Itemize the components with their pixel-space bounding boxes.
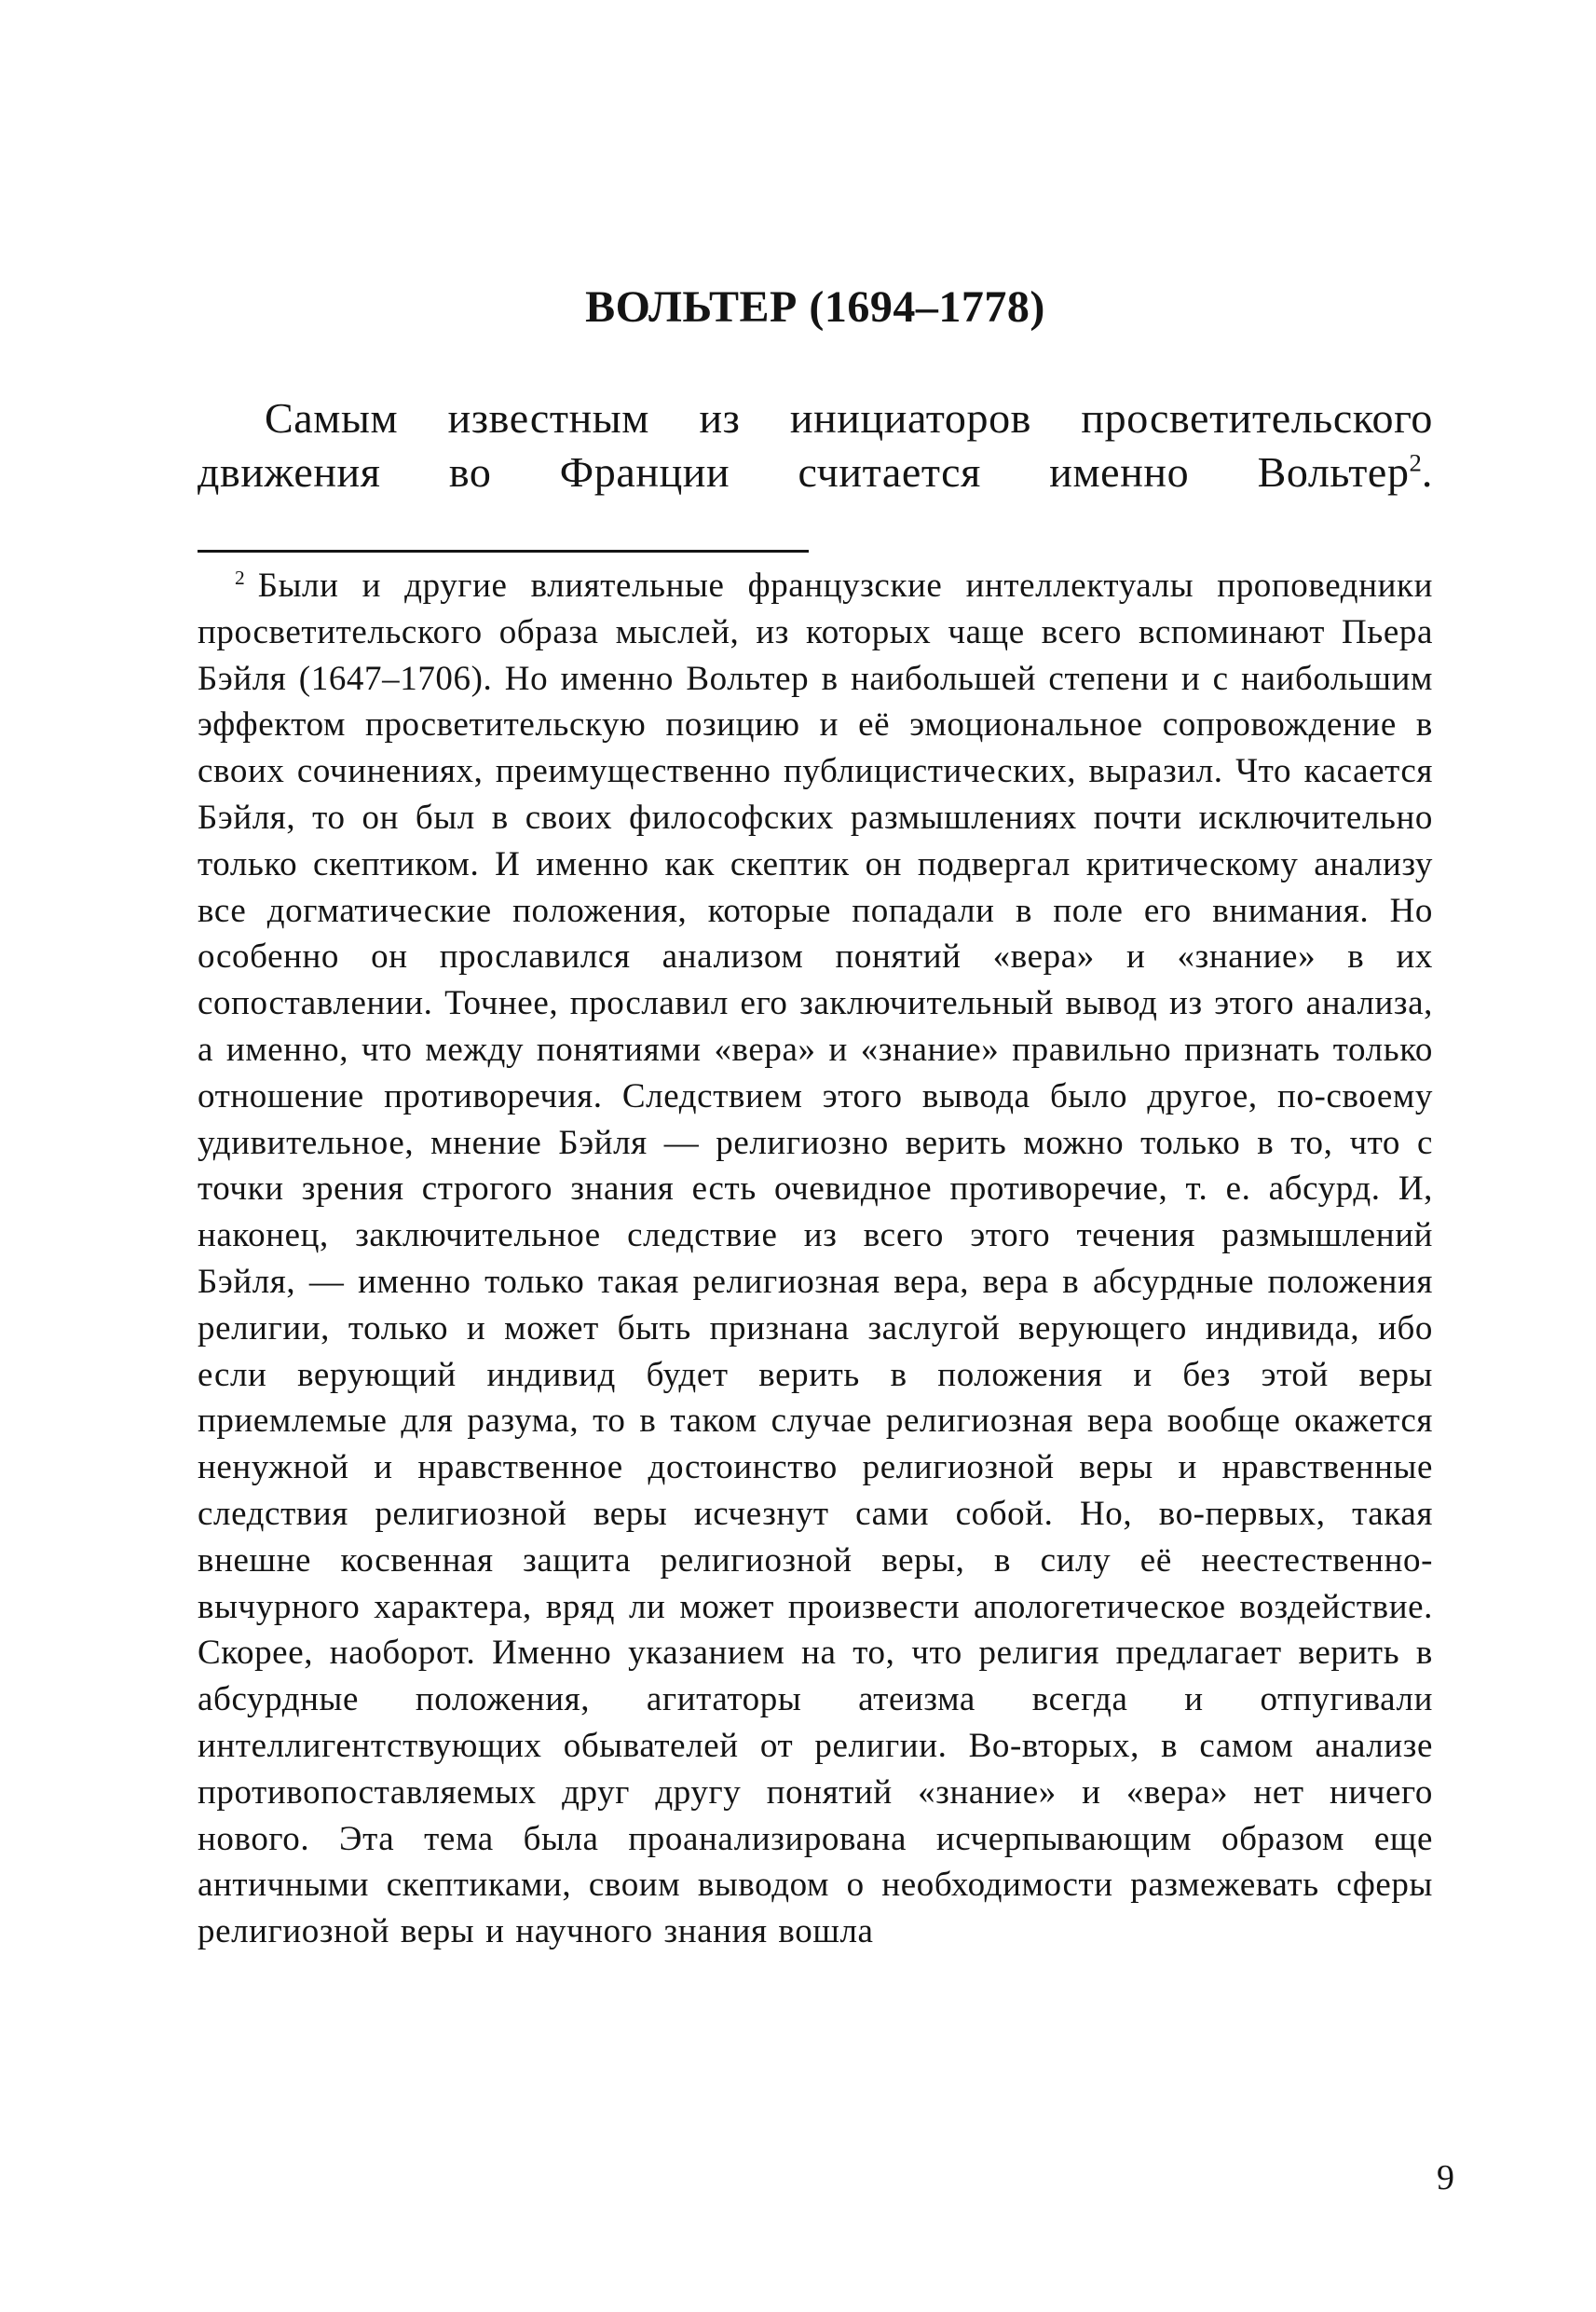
footnote [198, 563, 1433, 1955]
main-paragraph [198, 391, 1433, 499]
chapter-heading: ВОЛЬТЕР (1694–1778) [585, 282, 1045, 332]
footnote-separator [198, 550, 809, 553]
main-paragraph-text: Самым известным из инициаторов просветительского движения во Франции считается именно Вольтер [198, 394, 1433, 496]
main-paragraph-end: . [1421, 448, 1433, 496]
footnote-marker: 2 [235, 566, 245, 589]
footnote-reference: 2 [1409, 448, 1422, 477]
footnote-text: Были и другие влиятельные французские интеллектуалы проповедники просветительского образа мыслей, из которых чаще всего вспоминают Пьера Бэйля (1647–1706). Но именно Вольтер в наибольшей степени и с наибольшим эффектом просветительскую позицию и её эмоциональное сопровождение в своих сочинениях, преимущественно публицистических, выразил. Что касается Бэйля, то он был в своих философских размышлениях почти исключительно только скептиком. И именно как скептик он подвергал критическому анализу все догматические положения, которые попадали в поле его внимания. Но особенно он прославился анализом понятий «вера» и «знание» в их сопоставлении. Точнее, прославил его заключительный вывод из этого анализа, а именно, что между понятиями «вера» и «знание» правильно признать только отношение противоречия. Следствием этого вывода было другое, по-своему удивительное, мнение Бэйля — религиозно верить можно только в то, что с точки зрения строгого знания есть очевидное противоречие, т. е. абсурд. И, наконец, заключительное следствие из всего этого течения размышлений Бэйля, — именно только такая религиозная вера, вера в абсурдные положения религии, только и может быть признана заслугой верующего индивида, ибо если верующий индивид будет верить в положения и без этой веры приемлемые для разума, то в таком случае религиозная вера вообще окажется ненужной и нравственное достоинство религиозной веры и нравственные следствия религиозной веры исчезнут сами собой. Но, во-первых, такая внешне косвенная защита религиозной веры, в силу её неестественно-вычурного характера, вряд ли может произвести апологетическое воздействие. Скорее, наоборот. Именно указанием на то, что религия предлагает верить в абсурдные положения, агитаторы атеизма всегда и отпугивали интеллигентствующих обывателей от религии. Во-вторых, в самом анализе противопоставляемых друг другу понятий «знание» и «вера» нет ничего нового. Эта тема была проанализирована исчерпывающим образом еще античными скептиками, своим выводом о необходимости размежевать сферы религиозной веры и научного знания вошла [198, 567, 1433, 1951]
page-number: 9 [1437, 2158, 1454, 2197]
